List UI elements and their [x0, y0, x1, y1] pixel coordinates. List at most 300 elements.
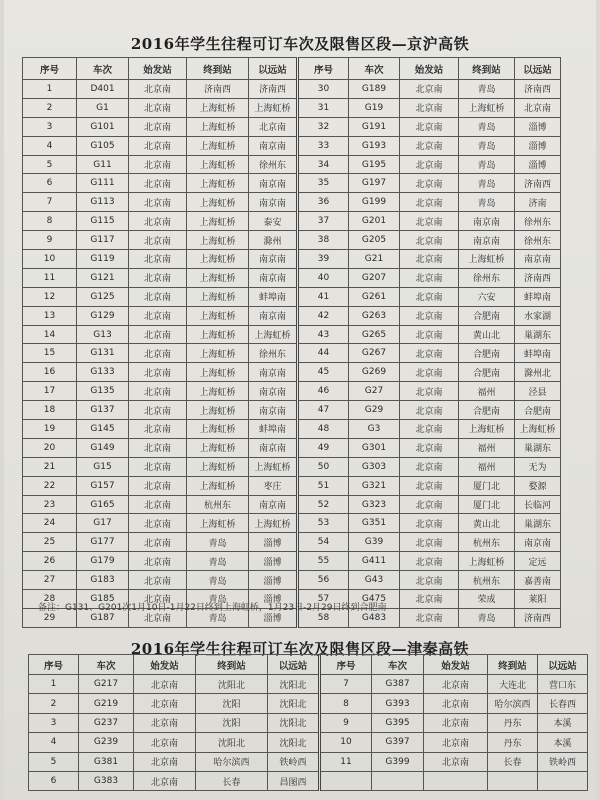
table-cell: 北京南 — [129, 420, 187, 439]
table-cell: 3 — [23, 117, 77, 136]
table-cell: 本溪 — [538, 713, 588, 732]
table-cell: 青岛 — [459, 117, 515, 136]
table-cell: 哈尔滨西 — [196, 752, 268, 771]
table-cell: 上海虹桥 — [187, 98, 249, 117]
table-cell: G131 — [77, 344, 129, 363]
table-cell: 北京南 — [129, 590, 187, 609]
table-cell: 滁州北 — [515, 363, 561, 382]
table-cell: 北京南 — [400, 287, 459, 306]
table-cell: G475 — [349, 590, 400, 609]
table-cell: 35 — [298, 174, 349, 193]
table-cell: 30 — [298, 80, 349, 99]
table-cell: 沈阳北 — [196, 733, 268, 752]
table-cell: 1 — [29, 675, 79, 694]
table-row — [23, 306, 561, 325]
table-row — [23, 174, 561, 193]
table-cell: 15 — [23, 344, 77, 363]
column-header: 始发站 — [400, 58, 459, 80]
table-cell: 本溪 — [538, 733, 588, 752]
table-cell: 沈阳北 — [268, 694, 320, 713]
table-row — [23, 231, 561, 250]
table-cell: 上海虹桥 — [187, 382, 249, 401]
table-cell: 北京南 — [129, 117, 187, 136]
table-cell: 黄山北 — [459, 325, 515, 344]
table-cell: 7 — [23, 193, 77, 212]
table-cell: 8 — [320, 694, 372, 713]
table-cell: 南京南 — [249, 268, 298, 287]
table-cell: 北京南 — [134, 733, 196, 752]
table-cell: 沈阳北 — [268, 733, 320, 752]
table-cell: 上海虹桥 — [187, 155, 249, 174]
table-cell: 北京南 — [424, 694, 488, 713]
table-row — [23, 571, 561, 590]
table-cell: G393 — [372, 694, 424, 713]
table-cell: 38 — [298, 231, 349, 250]
table-cell: 合肥南 — [459, 306, 515, 325]
table-cell: 北京南 — [400, 514, 459, 533]
table-cell: 黄山北 — [459, 514, 515, 533]
table-cell: 铁岭西 — [538, 752, 588, 771]
table-row — [23, 382, 561, 401]
table-cell: 南京南 — [249, 438, 298, 457]
table-cell: 3 — [29, 713, 79, 732]
table-cell: 上海虹桥 — [249, 98, 298, 117]
table-cell: 北京南 — [129, 608, 187, 627]
table-cell: G201 — [349, 212, 400, 231]
table-cell: G263 — [349, 306, 400, 325]
table-cell: 25 — [23, 533, 77, 552]
table-cell: G301 — [349, 438, 400, 457]
table-cell: 16 — [23, 363, 77, 382]
column-header: 以远站 — [268, 655, 320, 675]
table-cell — [372, 771, 424, 790]
table-cell: 巢湖东 — [515, 514, 561, 533]
table-cell: 北京南 — [129, 514, 187, 533]
column-header: 车次 — [77, 58, 129, 80]
table-cell: G43 — [349, 571, 400, 590]
table-cell: 蚌埠南 — [515, 287, 561, 306]
table-cell: 徐州东 — [515, 212, 561, 231]
table-cell: 北京南 — [424, 713, 488, 732]
table-cell: G17 — [77, 514, 129, 533]
table-cell: 4 — [29, 733, 79, 752]
table-cell: 北京南 — [400, 268, 459, 287]
table-row — [29, 733, 588, 752]
table-cell: 北京南 — [400, 552, 459, 571]
table-cell: 上海虹桥 — [249, 457, 298, 476]
table-cell — [488, 771, 538, 790]
table-cell: 泰安 — [249, 212, 298, 231]
table-cell: G145 — [77, 420, 129, 439]
table-cell: G15 — [77, 457, 129, 476]
table-cell: 上海虹桥 — [187, 363, 249, 382]
table-cell: 上海虹桥 — [459, 98, 515, 117]
table-cell: 上海虹桥 — [187, 457, 249, 476]
table-cell: 北京南 — [134, 694, 196, 713]
column-header: 终到站 — [488, 655, 538, 675]
table-cell: G113 — [77, 193, 129, 212]
table-cell: 北京南 — [400, 382, 459, 401]
table-cell: 47 — [298, 401, 349, 420]
table-cell: 长春西 — [538, 694, 588, 713]
table-cell: 上海虹桥 — [249, 514, 298, 533]
table-cell: G323 — [349, 495, 400, 514]
table-cell: 合肥南 — [515, 401, 561, 420]
table-cell: 青岛 — [459, 193, 515, 212]
table-cell: 北京南 — [400, 193, 459, 212]
table-cell: 6 — [23, 174, 77, 193]
table-cell: 北京南 — [129, 533, 187, 552]
table-cell: D401 — [77, 80, 129, 99]
table-cell: 北京南 — [400, 457, 459, 476]
table-cell: 淄博 — [249, 608, 298, 627]
jinghu-schedule-table — [22, 57, 561, 628]
table-cell: 北京南 — [400, 250, 459, 269]
table-cell: 1 — [23, 80, 77, 99]
table-cell: 南京南 — [249, 174, 298, 193]
table-cell: G269 — [349, 363, 400, 382]
table-cell: 沈阳北 — [268, 675, 320, 694]
table-row — [23, 287, 561, 306]
table-cell: G381 — [79, 752, 134, 771]
table-cell: 南京南 — [459, 212, 515, 231]
table-cell: 上海虹桥 — [187, 174, 249, 193]
table-cell: 北京南 — [129, 344, 187, 363]
column-header: 以远站 — [538, 655, 588, 675]
table-cell: G39 — [349, 533, 400, 552]
table-row — [23, 438, 561, 457]
table-cell: G189 — [349, 80, 400, 99]
table-cell: 济南西 — [249, 80, 298, 99]
table-cell: 24 — [23, 514, 77, 533]
table-cell: 南京南 — [459, 231, 515, 250]
column-header: 以远站 — [249, 58, 298, 80]
jinghu-remark: 备注：G131、G201次1月10日-1月22日终到上海虹桥，1月23日-2月29日终到合肥南 — [38, 603, 387, 613]
table-cell: 济南西 — [515, 174, 561, 193]
table-cell: 北京南 — [400, 344, 459, 363]
table-cell: 蚌埠南 — [249, 287, 298, 306]
table-cell: 沈阳北 — [268, 713, 320, 732]
table-cell: G19 — [349, 98, 400, 117]
table-cell: 荣成 — [459, 590, 515, 609]
table-cell: 北京南 — [400, 608, 459, 627]
table-cell: 北京南 — [400, 306, 459, 325]
table-cell: 42 — [298, 306, 349, 325]
table-cell: 大连北 — [488, 675, 538, 694]
table-cell: 50 — [298, 457, 349, 476]
table-cell: G13 — [77, 325, 129, 344]
table-cell: G387 — [372, 675, 424, 694]
table-cell: G27 — [349, 382, 400, 401]
table-cell: 南京南 — [249, 495, 298, 514]
table-cell: 北京南 — [400, 401, 459, 420]
table-cell: 上海虹桥 — [187, 231, 249, 250]
table-cell: 58 — [298, 608, 349, 627]
table-cell: 上海虹桥 — [187, 344, 249, 363]
table-cell: 福州 — [459, 457, 515, 476]
table-cell: 南京南 — [515, 533, 561, 552]
table-cell: 上海虹桥 — [187, 212, 249, 231]
table-cell: G395 — [372, 713, 424, 732]
table-cell: 53 — [298, 514, 349, 533]
table-cell: 枣庄 — [249, 476, 298, 495]
table-cell: 上海虹桥 — [459, 420, 515, 439]
table-cell: 北京南 — [424, 675, 488, 694]
table-row — [23, 268, 561, 287]
table-row — [23, 136, 561, 155]
table-row — [23, 80, 561, 99]
table-cell: 5 — [29, 752, 79, 771]
table-cell: G137 — [77, 401, 129, 420]
table-cell: G199 — [349, 193, 400, 212]
table-cell: 北京南 — [424, 752, 488, 771]
table-cell: G185 — [77, 590, 129, 609]
table-cell: G195 — [349, 155, 400, 174]
table-cell: 无为 — [515, 457, 561, 476]
table-cell: 29 — [23, 608, 77, 627]
table-cell: 上海虹桥 — [187, 268, 249, 287]
table-cell: 青岛 — [187, 608, 249, 627]
table-cell: 北京南 — [400, 117, 459, 136]
table-cell: 合肥南 — [459, 401, 515, 420]
column-header: 终到站 — [187, 58, 249, 80]
table-cell: 10 — [320, 733, 372, 752]
table-cell: 北京南 — [400, 533, 459, 552]
table-cell: 北京南 — [424, 733, 488, 752]
table-cell: 蚌埠南 — [515, 344, 561, 363]
table-cell: G179 — [77, 552, 129, 571]
table-cell: 上海虹桥 — [187, 117, 249, 136]
table-cell: 北京南 — [249, 117, 298, 136]
table-cell: 青岛 — [187, 590, 249, 609]
table-cell: 北京南 — [400, 590, 459, 609]
table-cell — [424, 771, 488, 790]
table-cell: 南京南 — [249, 250, 298, 269]
table-cell: 4 — [23, 136, 77, 155]
table-cell: 北京南 — [129, 193, 187, 212]
table-cell: 徐州东 — [459, 268, 515, 287]
table-cell: 32 — [298, 117, 349, 136]
table-cell: 南京南 — [249, 401, 298, 420]
table-row — [23, 401, 561, 420]
table-cell: 福州 — [459, 382, 515, 401]
table-row — [23, 344, 561, 363]
table-cell: 泾县 — [515, 382, 561, 401]
table-cell: 合肥南 — [459, 344, 515, 363]
table-cell: 上海虹桥 — [515, 420, 561, 439]
table-cell: 淄博 — [249, 590, 298, 609]
table-cell: 巢湖东 — [515, 325, 561, 344]
table-cell: 丹东 — [488, 713, 538, 732]
table-cell: G111 — [77, 174, 129, 193]
table-row — [23, 514, 561, 533]
table-cell: 北京南 — [400, 98, 459, 117]
table-row — [23, 193, 561, 212]
table-cell: 哈尔滨西 — [488, 694, 538, 713]
table-cell: G191 — [349, 117, 400, 136]
table-cell: G351 — [349, 514, 400, 533]
table-cell: 北京南 — [129, 155, 187, 174]
table-cell: 营口东 — [538, 675, 588, 694]
table-cell: 婺源 — [515, 476, 561, 495]
table-cell: 上海虹桥 — [187, 287, 249, 306]
table-cell: G177 — [77, 533, 129, 552]
column-header: 终到站 — [196, 655, 268, 675]
table-cell: G119 — [77, 250, 129, 269]
table-cell: G397 — [372, 733, 424, 752]
table-cell: 南京南 — [249, 306, 298, 325]
table-cell: 厦门北 — [459, 476, 515, 495]
table-cell: 21 — [23, 457, 77, 476]
jinqin-table-title: 2016年学生往程可订车次及限售区段—津秦高铁 — [130, 640, 470, 658]
table-cell: G217 — [79, 675, 134, 694]
table-cell: G261 — [349, 287, 400, 306]
table-cell: 水家湖 — [515, 306, 561, 325]
table-row — [23, 98, 561, 117]
table-row — [23, 420, 561, 439]
table-cell: 北京南 — [134, 752, 196, 771]
table-row — [29, 771, 588, 790]
table-cell: 莱阳 — [515, 590, 561, 609]
table-cell: G205 — [349, 231, 400, 250]
table-cell: 长临河 — [515, 495, 561, 514]
table-cell: 11 — [23, 268, 77, 287]
table-cell: 13 — [23, 306, 77, 325]
table-cell: 济南 — [515, 193, 561, 212]
table-cell: G3 — [349, 420, 400, 439]
table-cell: 23 — [23, 495, 77, 514]
table-cell: 北京南 — [129, 306, 187, 325]
table-cell: 18 — [23, 401, 77, 420]
table-cell: 北京南 — [400, 363, 459, 382]
column-header: 车次 — [372, 655, 424, 675]
table-cell: 北京南 — [129, 174, 187, 193]
column-header: 序号 — [23, 58, 77, 80]
table-cell: 北京南 — [515, 98, 561, 117]
table-row — [23, 363, 561, 382]
table-cell: G321 — [349, 476, 400, 495]
table-cell: 7 — [320, 675, 372, 694]
table-cell: 北京南 — [129, 363, 187, 382]
table-row — [23, 552, 561, 571]
column-header: 序号 — [29, 655, 79, 675]
table-cell: 北京南 — [400, 476, 459, 495]
table-cell: 南京南 — [249, 363, 298, 382]
table-cell: 北京南 — [400, 155, 459, 174]
table-row — [23, 533, 561, 552]
table-row — [23, 325, 561, 344]
table-cell: 17 — [23, 382, 77, 401]
table-row — [29, 713, 588, 732]
table-cell: 蚌埠南 — [249, 420, 298, 439]
table-cell: G117 — [77, 231, 129, 250]
table-cell: 33 — [298, 136, 349, 155]
table-cell: 北京南 — [400, 212, 459, 231]
table-cell: 北京南 — [129, 80, 187, 99]
table-cell: 济南西 — [515, 80, 561, 99]
table-cell: 滁州 — [249, 231, 298, 250]
table-row — [23, 155, 561, 174]
table-cell: 济南西 — [515, 268, 561, 287]
table-cell: G135 — [77, 382, 129, 401]
table-row — [29, 694, 588, 713]
table-cell — [538, 771, 588, 790]
table-cell: 北京南 — [129, 231, 187, 250]
table-cell — [320, 771, 372, 790]
table-cell: 徐州东 — [515, 231, 561, 250]
column-header: 始发站 — [129, 58, 187, 80]
table-cell: G193 — [349, 136, 400, 155]
table-cell: 沈阳 — [196, 694, 268, 713]
table-cell: 淄博 — [515, 155, 561, 174]
column-header: 以远站 — [515, 58, 561, 80]
table-cell: 北京南 — [134, 771, 196, 790]
table-cell: G265 — [349, 325, 400, 344]
table-cell: 10 — [23, 250, 77, 269]
table-cell: 南京南 — [249, 136, 298, 155]
table-cell: G125 — [77, 287, 129, 306]
table-cell: 淄博 — [515, 117, 561, 136]
table-cell: 14 — [23, 325, 77, 344]
column-header: 车次 — [79, 655, 134, 675]
table-row — [29, 752, 588, 771]
table-cell: 沈阳 — [196, 713, 268, 732]
table-cell: 北京南 — [400, 325, 459, 344]
table-cell: 北京南 — [400, 420, 459, 439]
table-cell: 北京南 — [129, 571, 187, 590]
table-cell: 北京南 — [134, 675, 196, 694]
table-cell: 定远 — [515, 552, 561, 571]
column-header: 终到站 — [459, 58, 515, 80]
table-cell: 上海虹桥 — [187, 420, 249, 439]
table-cell: G165 — [77, 495, 129, 514]
jinghu-table-title: 2016年学生往程可订车次及限售区段—京沪高铁 — [130, 35, 470, 53]
table-cell: 铁岭西 — [268, 752, 320, 771]
table-cell: 北京南 — [129, 325, 187, 344]
table-cell: 51 — [298, 476, 349, 495]
table-cell: G1 — [77, 98, 129, 117]
table-cell: 54 — [298, 533, 349, 552]
table-row — [23, 250, 561, 269]
table-cell: G21 — [349, 250, 400, 269]
table-cell: 淄博 — [515, 136, 561, 155]
table-cell: 淄博 — [249, 552, 298, 571]
table-cell: 北京南 — [129, 382, 187, 401]
table-cell: 徐州东 — [249, 344, 298, 363]
column-header: 始发站 — [134, 655, 196, 675]
table-cell: 11 — [320, 752, 372, 771]
table-cell: G383 — [79, 771, 134, 790]
table-cell: 上海虹桥 — [459, 250, 515, 269]
column-header: 序号 — [298, 58, 349, 80]
table-cell: 南京南 — [515, 250, 561, 269]
table-row — [23, 457, 561, 476]
table-cell: 北京南 — [400, 571, 459, 590]
table-cell: G105 — [77, 136, 129, 155]
table-cell: 厦门北 — [459, 495, 515, 514]
jinqin-header-row — [29, 655, 588, 675]
table-cell: 上海虹桥 — [187, 401, 249, 420]
table-cell: 青岛 — [459, 80, 515, 99]
table-cell: 12 — [23, 287, 77, 306]
table-cell: G187 — [77, 608, 129, 627]
table-row — [23, 476, 561, 495]
table-cell: 上海虹桥 — [249, 325, 298, 344]
table-cell: 北京南 — [129, 457, 187, 476]
table-cell: G11 — [77, 155, 129, 174]
table-cell: 淄博 — [249, 571, 298, 590]
table-cell: G149 — [77, 438, 129, 457]
